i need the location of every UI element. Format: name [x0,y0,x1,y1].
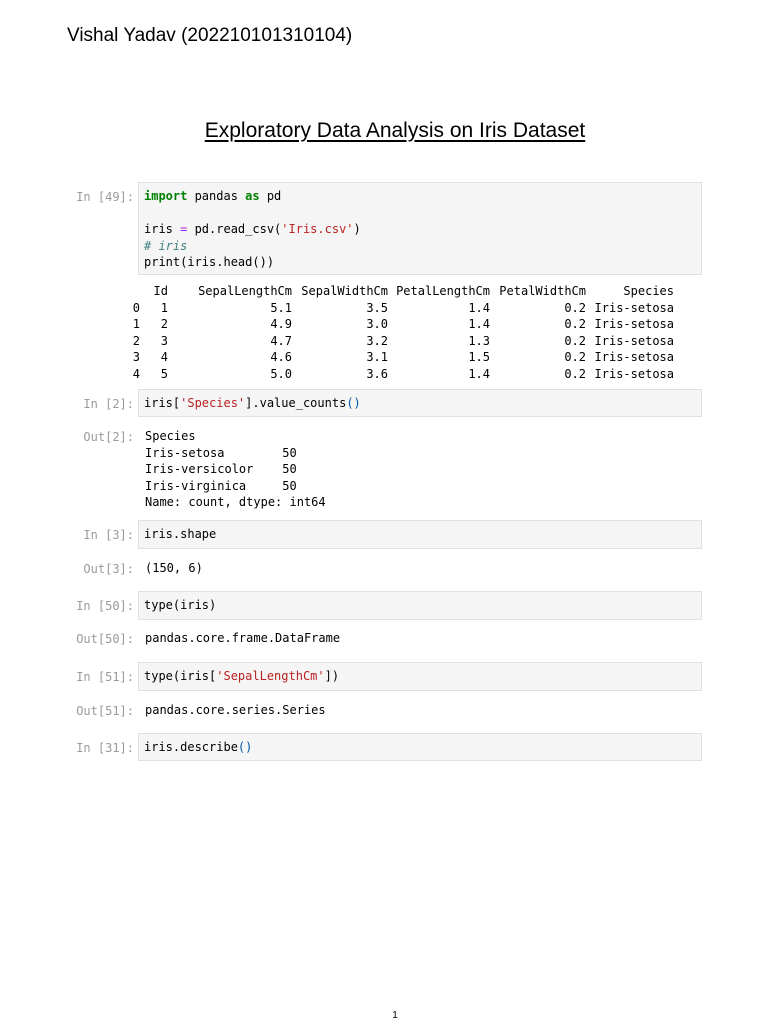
table-cell: 4.6 [270,350,292,365]
output-type-series: pandas.core.series.Series [145,703,326,717]
code-text: iris.describe [144,740,238,754]
input-prompt-50: In [50]: [76,599,134,613]
input-prompt-51: In [51]: [76,670,134,684]
table-cell: 0.2 [564,350,586,365]
code-text: ].value_counts [245,396,347,410]
table-cell: Iris-setosa [594,300,674,315]
code-text: iris[ [144,396,181,410]
column-header: Species [623,284,674,298]
table-cell: 1.5 [468,350,490,365]
string-literal: 'SepalLengthCm' [216,669,325,683]
table-cell: Iris-setosa [594,333,674,348]
output-prompt-51: Out[51]: [76,704,134,718]
table-row [118,366,674,383]
table-cell: 4 [132,366,140,381]
keyword: as [245,189,260,203]
keyword: import [144,189,188,203]
author-line: Vishal Yadav (202210101310104) [67,25,353,46]
code-text: pd.read_csv( [187,222,282,236]
table-cell: 0 [132,300,140,315]
output-prompt-3: Out[3]: [83,562,134,576]
table-cell: 1.4 [468,300,490,315]
output-prompt-50: Out[50]: [76,632,134,646]
table-header-row [118,283,674,300]
table-cell: 4 [160,350,168,365]
code-text: pd [259,189,282,203]
input-prompt-31: In [31]: [76,741,134,755]
parentheses: () [346,396,361,410]
table-cell: 0.2 [564,300,586,315]
table-cell: 2 [160,317,168,332]
table-cell: 1 [160,300,168,315]
table-cell: 1.4 [468,366,490,381]
table-cell: 5 [160,366,168,381]
table-row [118,300,674,317]
table-cell: 1.3 [468,333,490,348]
document-title: Exploratory Data Analysis on Iris Dataset [204,119,586,142]
table-cell: Iris-setosa [594,317,674,332]
table-cell: 0.2 [564,333,586,348]
table-cell: 1.4 [468,317,490,332]
table-row [118,333,674,350]
code-text: ) [353,222,361,236]
input-prompt-2: In [2]: [83,397,134,411]
operator: = [180,222,188,236]
table-cell: 4.9 [270,317,292,332]
code-text: iris [144,222,181,236]
code-text: type(iris[ [144,669,217,683]
table-cell: 0.2 [564,317,586,332]
table-cell: 3.0 [366,317,388,332]
column-header: Id [153,284,168,298]
table-cell: 3.1 [366,350,388,365]
output-line: Iris-versicolor 50 [145,462,297,477]
table-cell: 3.6 [366,366,388,381]
parentheses: () [237,740,253,754]
table-row [118,349,674,366]
output-prompt-2: Out[2]: [83,430,134,444]
output-line: Iris-virginica 50 [145,478,297,493]
table-cell: 0.2 [564,366,586,381]
output-line: Name: count, dtype: int64 [145,495,326,510]
code-text: print(iris.head()) [144,255,275,269]
table-cell: Iris-setosa [594,366,674,381]
column-header: SepalWidthCm [301,284,388,298]
string-literal: 'Species' [180,396,246,410]
code-cell-50[interactable] [138,591,702,620]
code-cell-3[interactable] [138,520,702,549]
table-cell: 3.5 [366,300,388,315]
table-cell: 3 [132,350,140,365]
table-row [118,316,674,333]
code-cell-49[interactable] [138,182,702,275]
table-cell: 4.7 [270,333,292,348]
index-header [118,283,140,300]
code-text: pandas [187,189,246,203]
output-line: Species [145,429,196,443]
code-cell-31[interactable] [138,733,702,761]
code-comment: # iris [144,238,188,253]
output-type-dataframe: pandas.core.frame.DataFrame [145,631,341,645]
column-header: PetalWidthCm [499,284,586,298]
table-cell: 3 [160,333,168,348]
input-prompt-3: In [3]: [83,528,134,542]
table-cell: 5.1 [270,300,292,315]
code-text: iris.shape [144,527,217,541]
code-text: ]) [324,669,340,683]
output-line: Iris-setosa 50 [145,445,297,460]
output-value-counts [145,428,326,511]
table-cell: 1 [132,317,140,332]
code-text: type(iris) [144,598,217,612]
output-shape: (150, 6) [145,561,203,575]
page-number: 1 [392,1010,398,1021]
table-cell: 3.2 [366,333,388,348]
dataframe-output [118,283,674,383]
table-cell: 2 [132,333,140,348]
code-cell-51[interactable] [138,662,702,691]
input-prompt-49: In [49]: [76,190,134,204]
code-cell-2[interactable] [138,389,702,417]
table-cell: 5.0 [270,366,292,381]
string-literal: 'Iris.csv' [281,222,354,236]
table-cell: Iris-setosa [594,350,674,365]
column-header: PetalLengthCm [396,284,490,298]
column-header: SepalLengthCm [198,284,292,298]
